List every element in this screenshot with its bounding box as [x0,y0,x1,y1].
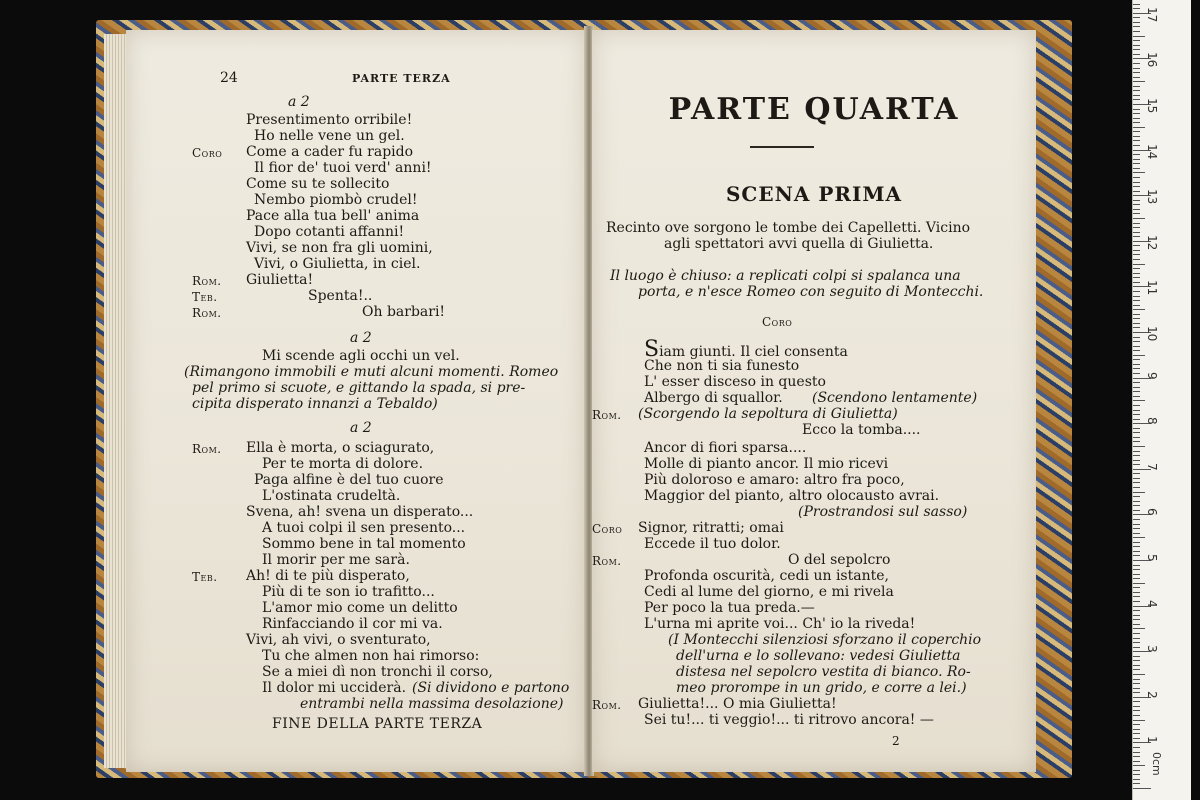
ruler-tick [1133,437,1140,438]
ruler-tick [1133,505,1140,506]
ruler-tick [1133,396,1140,397]
ruler-tick [1133,679,1140,680]
ruler-tick [1133,400,1145,401]
ruler-tick [1133,90,1140,91]
ruler-tick [1133,660,1140,661]
right-line-21: distesa nel sepolcro vestita di bianco. Ro- [676,664,971,680]
ruler-label-14: 14 [1145,143,1159,159]
ruler-tick [1133,145,1140,146]
ruler-tick [1133,54,1140,55]
ruler-tick [1133,264,1145,265]
ruler-tick [1133,783,1140,784]
ruler-tick [1133,701,1140,702]
left-line-16: (Rimangono immobili e muti alcuni momenti. Romeo [184,364,559,380]
ruler-tick [1133,610,1140,611]
ruler-tick [1133,537,1145,538]
ruler-tick [1133,587,1140,588]
ruler-tick [1133,551,1140,552]
ruler-tick [1133,688,1140,689]
ruler-tick [1133,227,1140,228]
book-binding [96,20,1072,778]
left-line-0: a 2 [288,94,310,110]
right-line-15: Profonda oscurità, cedi un istante, [644,568,889,584]
left-line-27: Il morir per me sarà. [262,552,410,568]
left-line-4: Il fior de' tuoi verd' anni! [254,160,432,176]
ruler-label-16: 16 [1145,52,1159,68]
ruler-tick [1133,109,1140,110]
left-line-33: Tu che almen non hai rimorso: [262,648,480,664]
ruler-tick [1133,154,1140,155]
ruler-tick [1133,638,1140,639]
right-line-14: O del sepolcro [788,552,891,568]
ruler-tick [1133,669,1140,670]
ruler-tick [1133,245,1140,246]
ruler-tick [1133,615,1140,616]
ruler-label-13: 13 [1145,189,1159,205]
ruler-tick [1133,373,1140,374]
ruler-tick [1133,578,1140,579]
ruler-tick [1133,715,1140,716]
ruler-tick [1133,140,1140,141]
left-page [126,30,586,772]
left-line-30: L'amor mio come un delitto [262,600,458,616]
ruler-tick [1133,592,1140,593]
ruler-tick [1133,309,1145,310]
ruler-tick [1133,706,1140,707]
ruler-tick [1133,382,1140,383]
left-line-20: Ella è morta, o sciagurato, [246,440,435,456]
left-line-8: Dopo cotanti affanni! [254,224,405,240]
ruler-tick [1133,524,1140,525]
ruler-tick [1133,419,1140,420]
ruler-tick [1133,337,1140,338]
ruler-tick [1133,68,1140,69]
page-edges [104,34,128,768]
left-speaker-13: Rom. [192,306,222,320]
ruler-tick [1133,414,1140,415]
ruler-label-4: 4 [1145,599,1159,608]
left-speaker-12: Teb. [192,290,218,304]
ruler-tick [1133,36,1145,37]
ruler-tick [1133,765,1145,766]
right-speaker-5: Rom. [592,408,622,422]
left-line-21: Per te morta di dolore. [262,456,424,472]
left-line-5: Come su te sollecito [246,176,390,192]
ruler-tick [1133,460,1140,461]
ruler-label-17: 17 [1145,6,1159,23]
ruler-tick [1133,318,1140,319]
ruler-tick [1133,528,1140,529]
left-running-head: PARTE TERZA [352,72,451,85]
ruler-tick [1133,359,1140,360]
ruler-tick [1133,642,1140,643]
ruler-tick [1133,40,1140,41]
ruler-tick [1133,387,1140,388]
right-speaker-14: Rom. [592,554,622,568]
left-line-10: Vivi, o Giulietta, in ciel. [254,256,421,272]
left-line-34: Se a miei dì non tronchi il corso, [262,664,493,680]
ruler-tick [1133,496,1140,497]
right-line-12: Signor, ritratti; omai [638,520,784,536]
left-page-number: 24 [220,70,238,86]
part-title: PARTE QUARTA [668,92,960,127]
ruler-tick [1133,441,1140,442]
ruler-tick [1133,451,1140,452]
ruler-tick [1133,291,1140,292]
ruler-tick [1133,296,1140,297]
ruler-tick [1133,779,1140,780]
ruler-tick [1133,710,1140,711]
ruler-tick [1133,314,1140,315]
ruler-tick [1133,341,1140,342]
ruler-label-11: 11 [1145,280,1159,296]
ruler-tick [1133,774,1140,775]
left-line-7: Pace alla tua bell' anima [246,208,420,224]
ruler-tick [1133,596,1140,597]
ruler-tick [1133,136,1140,137]
right-line-18: L'urna mi aprite voi... Ch' io la riveda! [644,616,916,632]
ruler-tick [1133,455,1140,456]
ruler-tick [1133,305,1140,306]
ruler-tick [1133,172,1145,173]
left-line-38: FINE DELLA PARTE TERZA [272,716,483,732]
ruler-tick [1133,218,1145,219]
ruler-tick [1133,546,1140,547]
ruler-tick [1133,482,1140,483]
ruler-tick [1133,368,1140,369]
ruler-tick [1133,788,1151,789]
title-rule [750,146,814,148]
ruler-tick [1133,86,1140,87]
ruler-tick [1133,473,1140,474]
ruler-label-10: 10 [1145,326,1159,342]
right-line-24: Sei tu!... ti veggio!... ti ritrovo ancora! — [644,712,934,728]
right-speaker-12: Coro [592,522,623,536]
ruler-tick [1133,346,1140,347]
left-speaker-20: Rom. [192,442,222,456]
ruler-tick [1133,501,1140,502]
ruler-label-15: 15 [1145,98,1159,114]
ruler-tick [1133,555,1140,556]
ruler-tick [1133,410,1140,411]
left-line-28: Ah! di te più disperato, [246,568,410,584]
right-line-9: Più doloroso e amaro: altro fra poco, [644,472,905,488]
ruler-tick [1133,446,1145,447]
left-line-25: A tuoi colpi il sen presento... [262,520,466,536]
ruler-tick [1133,113,1140,114]
ruler-tick [1133,738,1140,739]
ruler-tick [1133,72,1140,73]
left-speaker-11: Rom. [192,274,222,288]
right-line-11: (Prostrandosi sul sasso) [798,504,968,520]
ruler-tick [1133,619,1140,620]
ruler-tick [1133,26,1140,27]
ruler-tick [1133,22,1140,23]
ruler-label-1: 1 [1145,736,1159,745]
ruler-tick [1133,49,1140,50]
right-line-6: Ecco la tomba.... [802,422,921,438]
ruler-tick [1133,478,1140,479]
ruler-tick [1133,601,1140,602]
ruler-label-0: 0cm [1150,752,1163,776]
ruler-tick [1133,724,1140,725]
left-line-2: Ho nelle vene un gel. [254,128,405,144]
right-line-3: Albergo di squallor. [644,390,783,406]
ruler-tick [1133,583,1145,584]
ruler-tick [1133,81,1145,82]
right-line-13: Eccede il tuo dolor. [644,536,781,552]
ruler-label-8: 8 [1145,417,1159,425]
ruler-tick [1133,323,1140,324]
ruler-tick [1133,542,1140,543]
right-line-22: meo prorompe in un grido, e corre a lei.) [676,680,967,696]
right-line-1: Che non ti sia funesto [644,358,800,374]
ruler-tick [1133,519,1140,520]
ruler-label-9: 9 [1145,371,1159,380]
left-line-24: Svena, ah! svena un disperato... [246,504,474,520]
ruler-tick [1133,213,1140,214]
ruler-tick [1133,761,1140,762]
left-line-1: Presentimento orribile! [246,112,413,128]
right-line-8: Molle di pianto ancor. Il mio ricevi [644,456,889,472]
chorus-label: Coro [762,315,793,329]
ruler-tick [1133,692,1140,693]
ruler-tick [1133,282,1140,283]
ruler-tick [1133,533,1140,534]
ruler-tick [1133,273,1140,274]
ruler-tick [1133,565,1140,566]
ruler-tick [1133,31,1140,32]
ruler-tick [1133,391,1140,392]
ruler-tick [1133,200,1140,201]
left-speaker-3: Coro [192,146,223,160]
left-line-31: Rinfacciando il cor mi va. [262,616,443,632]
ruler-tick [1133,327,1140,328]
right-line-4: (Scendono lentamente) [812,390,978,406]
ruler-tick [1133,236,1140,237]
ruler-tick [1133,492,1145,493]
ruler-tick [1133,118,1140,119]
left-line-15: Mi scende agli occhi un vel. [262,348,460,364]
ruler-tick [1133,574,1140,575]
ruler-tick [1133,487,1140,488]
right-page [592,30,1036,772]
right-line-23: Giulietta!... O mia Giulietta! [638,696,837,712]
ruler-tick [1133,250,1140,251]
direction-line-1: Il luogo è chiuso: a replicati colpi si spalanca una [610,268,961,284]
ruler-tick [1133,254,1140,255]
left-line-26: Sommo bene in tal momento [262,536,466,552]
ruler-label-6: 6 [1145,508,1159,517]
ruler-tick [1133,633,1140,634]
ruler-tick [1133,163,1140,164]
ruler-tick [1133,428,1140,429]
left-line-14: a 2 [350,330,372,346]
setting-line-2: agli spettatori avvi quella di Giulietta. [664,236,934,252]
left-line-18: cipita disperato innanzi a Tebaldo) [192,396,438,412]
ruler-tick [1133,177,1140,178]
ruler-tick [1133,770,1140,771]
left-line-35: Il dolor mi ucciderà. [262,680,407,696]
ruler-label-3: 3 [1145,645,1159,653]
right-footer-number: 2 [892,734,900,748]
direction-line-2: porta, e n'esce Romeo con seguito di Montecchi. [638,284,984,300]
right-line-5: (Scorgendo la sepoltura di Giulietta) [638,406,898,422]
ruler-tick [1133,720,1145,721]
ruler-tick [1133,209,1140,210]
ruler-tick [1133,17,1140,18]
ruler-tick [1133,752,1140,753]
ruler-tick [1133,259,1140,260]
ruler-tick [1133,8,1140,9]
right-line-17: Per poco la tua preda.— [644,600,815,616]
left-line-11: Giulietta! [246,272,314,288]
right-line-20: dell'urna e lo sollevano: vedesi Giulietta [676,648,961,664]
ruler-tick [1133,656,1140,657]
ruler-tick [1133,674,1145,675]
setting-line-1: Recinto ove sorgono le tombe dei Capelletti. Vicino [606,220,971,236]
left-speaker-28: Teb. [192,570,218,584]
left-line-23: L'ostinata crudeltà. [262,488,401,504]
ruler-tick [1133,45,1140,46]
right-line-0: Siam giunti. Il ciel consenta [644,337,848,362]
right-line-7: Ancor di fiori sparsa.... [644,440,807,456]
ruler-tick [1133,63,1140,64]
ruler-tick [1133,159,1140,160]
ruler-tick [1133,683,1140,684]
ruler-tick [1133,355,1145,356]
right-line-16: Cedi al lume del giorno, e mi rivela [644,584,894,600]
ruler-label-7: 7 [1145,462,1159,471]
ruler-tick [1133,624,1140,625]
left-line-19: a 2 [350,420,372,436]
ruler-tick [1133,733,1140,734]
ruler-label-5: 5 [1145,554,1159,562]
left-line-3: Come a cader fu rapido [246,144,414,160]
ruler-tick [1133,350,1140,351]
ruler-tick [1133,364,1140,365]
ruler-tick [1133,665,1140,666]
ruler-tick [1133,729,1140,730]
ruler-tick [1133,628,1145,629]
right-line-2: L' esser disceso in questo [644,374,826,390]
ruler-tick [1133,300,1140,301]
ruler-tick [1133,191,1140,192]
ruler-tick [1133,95,1140,96]
ruler-tick [1133,464,1140,465]
ruler-tick [1133,186,1140,187]
ruler-tick [1133,122,1140,123]
ruler-label-2: 2 [1145,690,1159,699]
ruler-tick [1133,647,1140,648]
ruler-tick [1133,432,1140,433]
scene-title: SCENA PRIMA [725,182,903,206]
left-line-17: pel primo si scuote, e gittando la spada, si pre- [192,380,526,396]
right-line-19: (I Montecchi silenziosi sforzano il coperchio [668,632,982,648]
left-line-12: Spenta!.. [308,288,373,304]
ruler-tick [1133,277,1140,278]
left-line-37: entrambi nella massima desolazione) [300,696,564,712]
ruler-tick [1133,204,1140,205]
ruler-tick [1133,510,1140,511]
ruler-tick [1133,4,1140,5]
left-line-32: Vivi, ah vivi, o sventurato, [246,632,431,648]
measurement-ruler [1132,0,1191,800]
ruler-tick [1133,127,1145,128]
right-speaker-23: Rom. [592,698,622,712]
ruler-tick [1133,182,1140,183]
ruler-tick [1133,77,1140,78]
ruler-tick [1133,131,1140,132]
left-line-13: Oh barbari! [362,304,446,320]
ruler-tick [1133,223,1140,224]
ruler-tick [1133,569,1140,570]
ruler-tick [1133,232,1140,233]
left-line-29: Più di te son io trafitto... [262,584,435,600]
left-line-22: Paga alfine è del tuo cuore [254,472,444,488]
ruler-tick [1133,747,1140,748]
ruler-tick [1133,756,1140,757]
ruler-label-12: 12 [1145,234,1159,251]
ruler-tick [1133,268,1140,269]
right-line-10: Maggior del pianto, altro olocausto avrai. [644,488,940,504]
left-line-6: Nembo piombò crudel! [254,192,418,208]
left-line-9: Vivi, se non fra gli uomini, [246,240,433,256]
left-line-36: (Si dividono e partono [412,680,570,696]
ruler-tick [1133,168,1140,169]
ruler-tick [1133,405,1140,406]
ruler-tick [1133,99,1140,100]
